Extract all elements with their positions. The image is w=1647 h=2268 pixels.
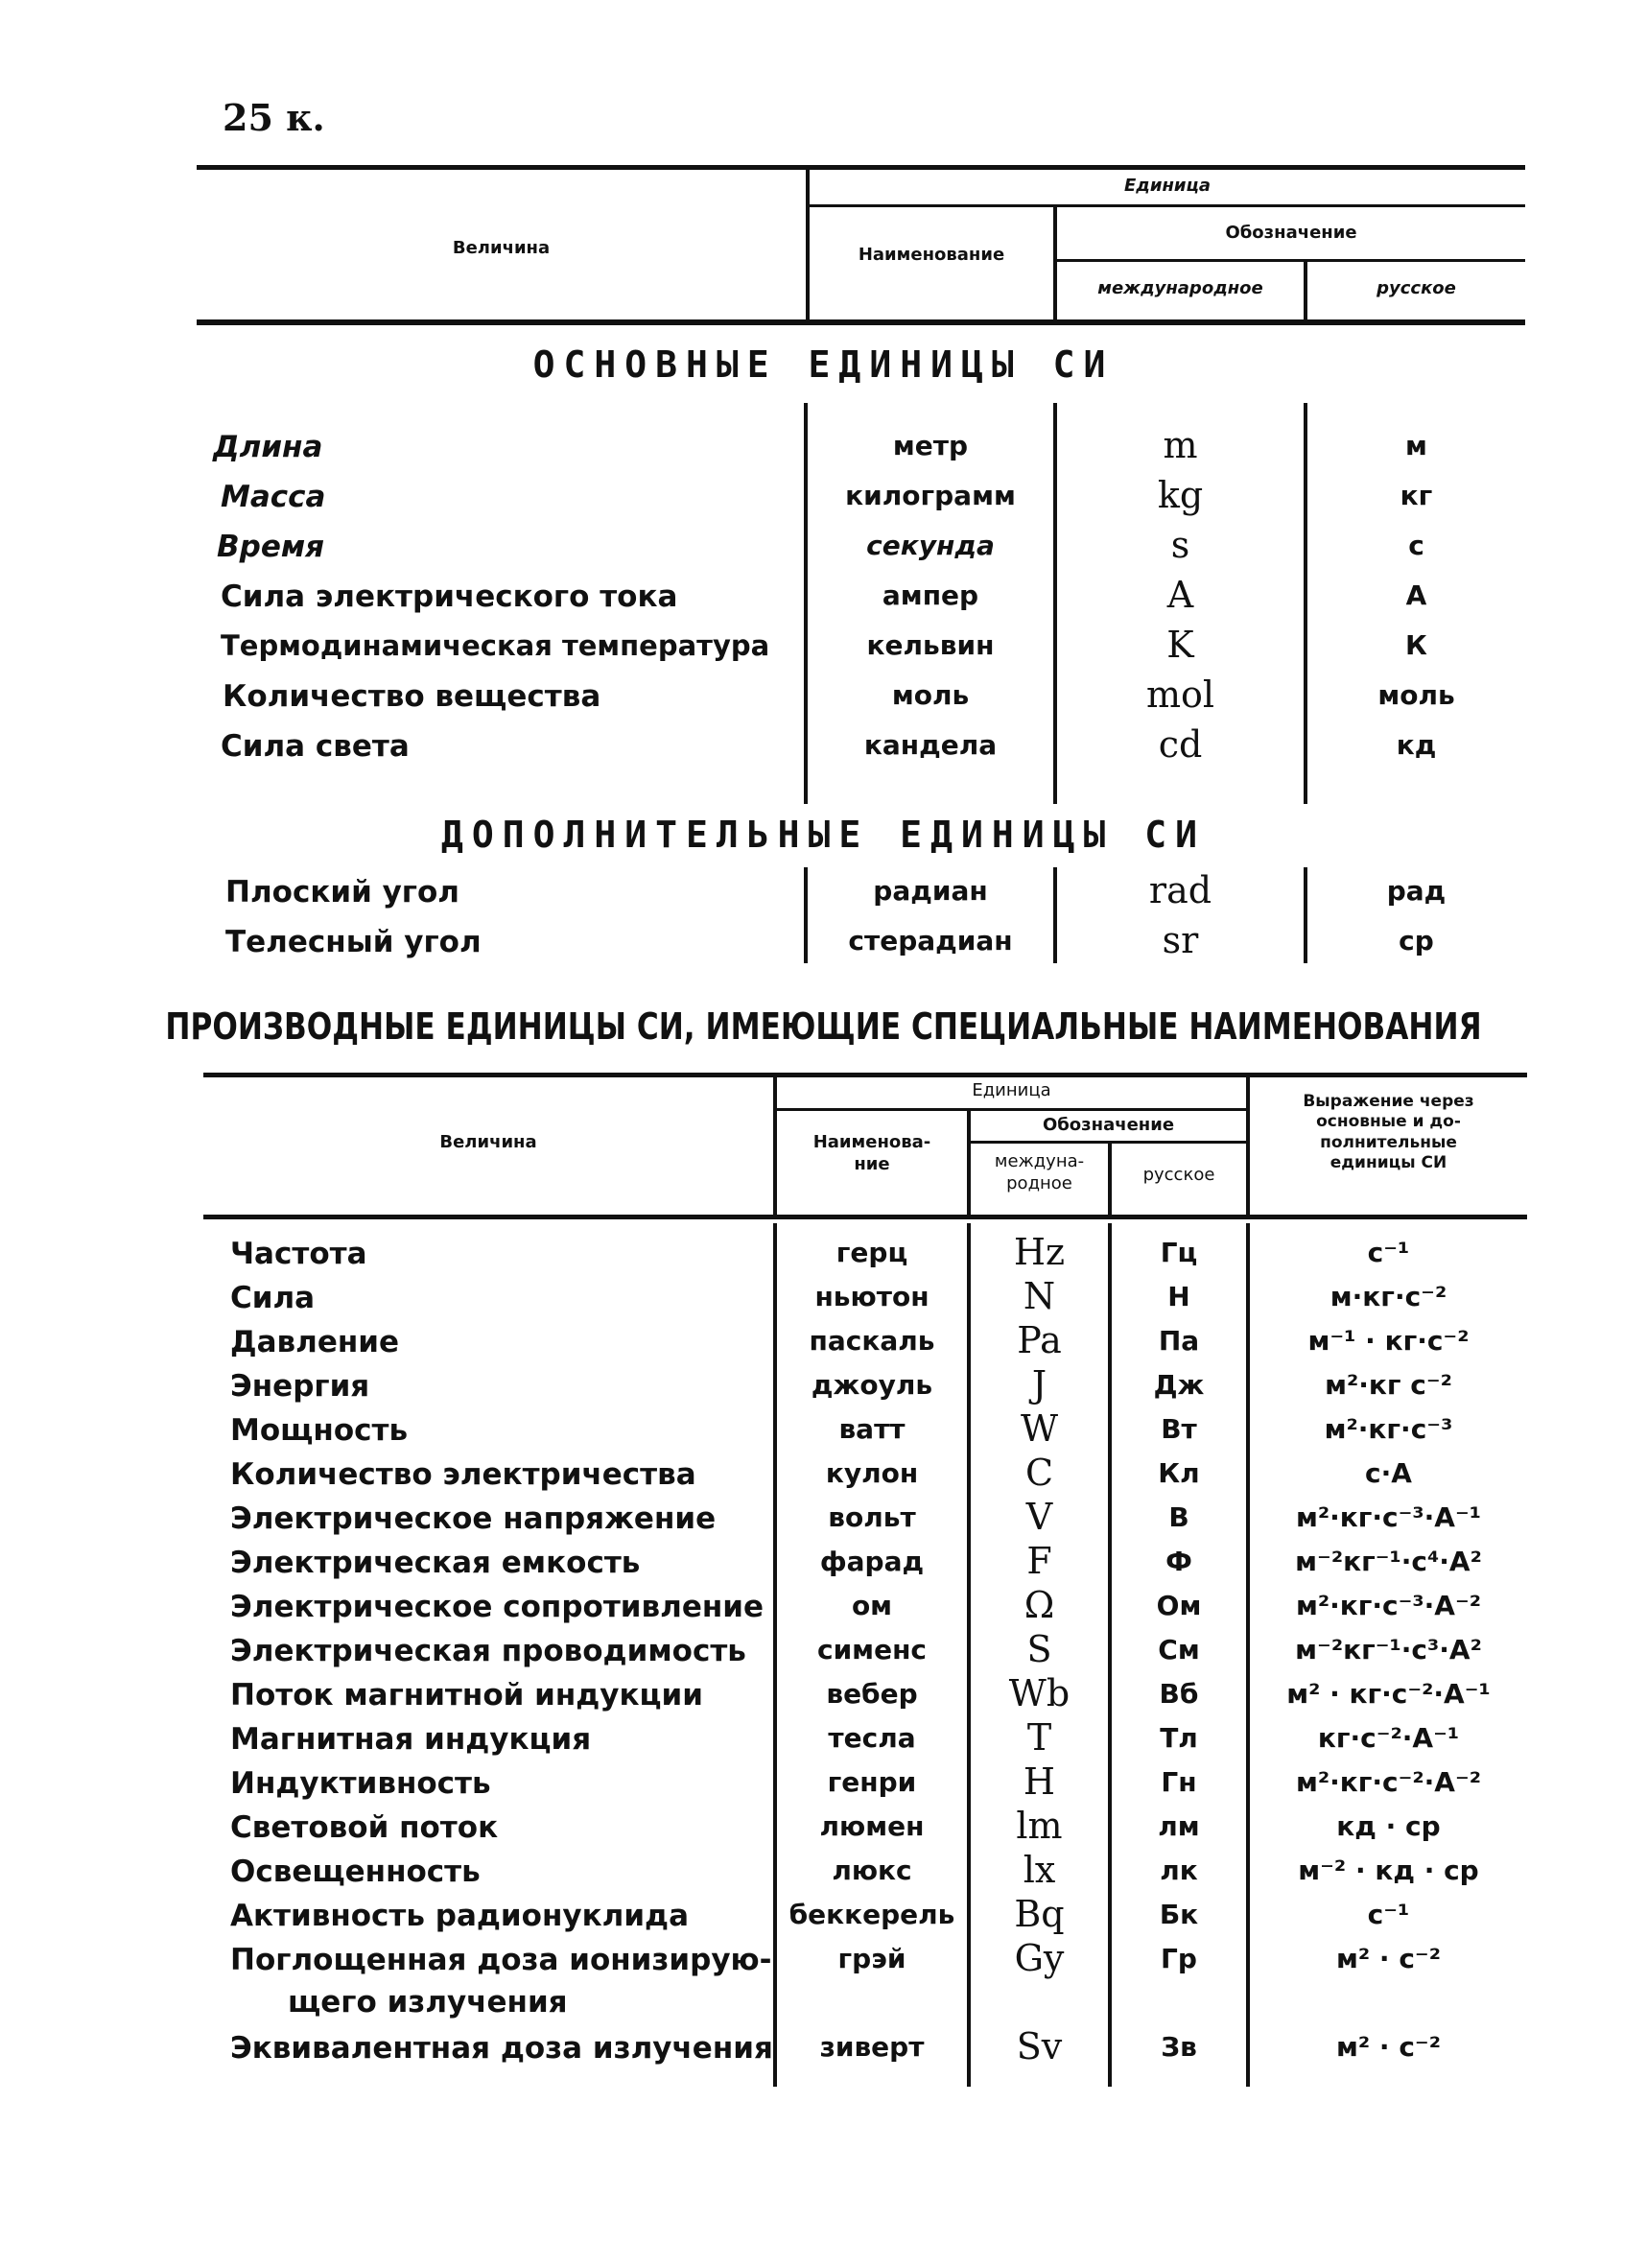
header-naimenovanie: Наименование	[858, 245, 1005, 265]
quantity-name: Термодинамическая температура	[221, 629, 770, 662]
unit-name: джоуль	[811, 1369, 933, 1401]
russian-symbol: м	[1405, 430, 1427, 461]
header-russkoe: русское	[1142, 1165, 1215, 1185]
intl-symbol: Bq	[1014, 1893, 1065, 1935]
quantity-name: Поглощенная доза ионизирую-	[230, 1943, 772, 1977]
table-row	[0, 574, 1647, 627]
russian-symbol: Дж	[1153, 1369, 1205, 1401]
si-expression: с·А	[1365, 1457, 1412, 1489]
intl-symbol: Wb	[1008, 1672, 1071, 1714]
russian-symbol: лк	[1160, 1855, 1198, 1886]
table-row	[0, 1849, 1647, 1902]
intl-symbol: Pa	[1017, 1319, 1062, 1361]
quantity-name: Поток магнитной индукции	[230, 1678, 703, 1713]
quantity-name: Магнитная индукция	[230, 1722, 592, 1757]
quantity-name: Эквивалентная доза излучения	[230, 2031, 773, 2066]
page-number: 25 к.	[223, 96, 325, 139]
table-row	[0, 1319, 1647, 1373]
table-row	[0, 1893, 1647, 1947]
intl-symbol: Hz	[1013, 1231, 1066, 1273]
russian-symbol: Вб	[1159, 1678, 1199, 1710]
si-expression: м·кг·с⁻²	[1329, 1281, 1447, 1312]
unit-name: фарад	[819, 1546, 925, 1577]
header-oboznachenie: Обозначение	[1225, 223, 1357, 243]
table-row	[0, 1363, 1647, 1417]
quantity-name: Плоский угол	[225, 875, 460, 910]
unit-name: кандела	[863, 729, 998, 761]
rule-top	[197, 165, 1525, 170]
intl-symbol: sr	[1162, 919, 1199, 961]
quantity-name: Мощность	[230, 1413, 409, 1448]
russian-symbol: Гн	[1161, 1766, 1197, 1798]
section-title-derived: ПРОИЗВОДНЫЕ ЕДИНИЦЫ СИ, ИМЕЮЩИЕ СПЕЦИАЛЬНЫЕ НАИМЕНОВАНИЯ	[165, 1005, 1482, 1048]
russian-symbol: См	[1158, 1634, 1200, 1666]
quantity-name: Частота	[230, 1237, 367, 1271]
quantity-name: Сила света	[221, 729, 410, 764]
header-naimenovanie	[777, 1132, 967, 1175]
russian-symbol: Бк	[1159, 1899, 1199, 1930]
unit-name: кельвин	[866, 629, 995, 661]
header-velichina: Величина	[452, 238, 551, 258]
unit-name: люмен	[819, 1810, 925, 1842]
si-expression: с⁻¹	[1367, 1237, 1410, 1268]
unit-name: вольт	[828, 1501, 916, 1533]
table-row	[0, 1937, 1647, 2031]
intl-symbol: S	[1026, 1628, 1052, 1670]
unit-name: ньютон	[814, 1281, 929, 1312]
quantity-name: Масса	[221, 480, 326, 514]
table-row	[0, 1628, 1647, 1682]
section-title-supplementary: ДОПОЛНИТЕЛЬНЫЕ ЕДИНИЦЫ СИ	[441, 814, 1206, 856]
quantity-name: Количество вещества	[223, 679, 601, 714]
table-row	[0, 2025, 1647, 2079]
header-mezhd-line1: междуна-	[994, 1151, 1085, 1171]
intl-symbol: V	[1025, 1496, 1053, 1538]
russian-symbol: рад	[1386, 875, 1447, 907]
header-russkoe: русское	[1376, 278, 1456, 298]
rule-bottom	[203, 1215, 1527, 1219]
quantity-name: Время	[217, 530, 325, 564]
header-edinitsa: Единица	[1124, 176, 1211, 196]
si-expression: м²·кг·с⁻³	[1324, 1413, 1453, 1445]
si-expression: м² · с⁻²	[1336, 2031, 1441, 2063]
intl-symbol: J	[1031, 1363, 1047, 1406]
header-expr-line4: единицы СИ	[1329, 1152, 1447, 1172]
table-row	[0, 424, 1647, 478]
table-row	[0, 1231, 1647, 1285]
intl-symbol: lm	[1016, 1805, 1063, 1847]
unit-name: люкс	[832, 1855, 912, 1886]
table-row	[0, 1672, 1647, 1726]
quantity-name: Световой поток	[230, 1810, 499, 1845]
si-expression: с⁻¹	[1367, 1899, 1410, 1930]
intl-symbol: A	[1166, 574, 1194, 616]
unit-name: грэй	[837, 1943, 906, 1974]
intl-symbol: kg	[1157, 474, 1204, 516]
header-mezhd-line2: родное	[1006, 1172, 1072, 1193]
si-expression: м²·кг·с⁻³·А⁻²	[1295, 1590, 1482, 1621]
russian-symbol: лм	[1158, 1810, 1200, 1842]
table-row	[0, 524, 1647, 578]
intl-symbol: N	[1023, 1275, 1056, 1317]
russian-symbol: кг	[1400, 480, 1433, 511]
unit-name: герц	[835, 1237, 908, 1268]
table-row	[0, 1275, 1647, 1329]
header-mezhdunarodnoe: международное	[1097, 278, 1263, 298]
si-expression: кд · ср	[1336, 1810, 1441, 1842]
russian-symbol: кд	[1396, 729, 1437, 761]
rule-bottom	[197, 319, 1525, 325]
table-row	[0, 1716, 1647, 1770]
unit-name: радиан	[873, 875, 988, 907]
si-expression: м² · с⁻²	[1336, 1943, 1441, 1974]
unit-name: беккерель	[788, 1899, 955, 1930]
unit-name: паскаль	[809, 1325, 935, 1357]
russian-symbol: Вт	[1161, 1413, 1197, 1445]
table-row	[0, 1760, 1647, 1814]
header-oboznachenie: Обозначение	[1042, 1115, 1175, 1135]
unit-name: стерадиан	[848, 925, 1013, 957]
quantity-name-continuation: щего излучения	[288, 1985, 568, 2020]
table-row	[0, 474, 1647, 528]
intl-symbol: F	[1026, 1540, 1052, 1582]
unit-name: сименс	[816, 1634, 928, 1666]
intl-symbol: m	[1163, 424, 1198, 466]
quantity-name: Длина	[213, 430, 323, 464]
intl-symbol: mol	[1145, 673, 1215, 716]
unit-name: зиверт	[819, 2031, 925, 2063]
quantity-name: Сила электрического тока	[221, 579, 678, 614]
russian-symbol: А	[1405, 579, 1427, 611]
unit-name: секунда	[866, 530, 995, 561]
russian-symbol: Гц	[1160, 1237, 1198, 1268]
intl-symbol: H	[1023, 1760, 1056, 1803]
unit-name: тесла	[828, 1722, 916, 1754]
intl-symbol: K	[1166, 624, 1194, 666]
si-expression: м⁻¹ · кг·с⁻²	[1307, 1325, 1470, 1357]
si-expression: м²·кг с⁻²	[1325, 1369, 1452, 1401]
table-row	[0, 869, 1647, 923]
quantity-name: Электрическое напряжение	[230, 1501, 717, 1536]
unit-name: ампер	[882, 579, 979, 611]
table-row	[0, 919, 1647, 973]
table-row	[0, 1584, 1647, 1638]
unit-name: кулон	[825, 1457, 919, 1489]
russian-symbol: моль	[1377, 679, 1455, 711]
quantity-name: Энергия	[230, 1369, 370, 1404]
rule	[775, 1108, 1248, 1111]
si-expression: м⁻²кг⁻¹·с⁴·А²	[1295, 1546, 1482, 1577]
si-expression: м² · кг·с⁻²·А⁻¹	[1286, 1678, 1491, 1710]
quantity-name: Электрическая проводимость	[230, 1634, 746, 1668]
header-velichina: Величина	[439, 1132, 537, 1152]
quantity-name: Электрическая емкость	[230, 1546, 641, 1580]
rule-top	[203, 1073, 1527, 1077]
intl-symbol: Sv	[1016, 2025, 1063, 2067]
quantity-name: Сила	[230, 1281, 316, 1315]
unit-name: моль	[891, 679, 970, 711]
russian-symbol: Гр	[1161, 1943, 1197, 1974]
intl-symbol: lx	[1023, 1849, 1056, 1891]
intl-symbol: C	[1024, 1452, 1054, 1494]
russian-symbol: ср	[1399, 925, 1434, 957]
quantity-name: Электрическое сопротивление	[230, 1590, 765, 1624]
header-expr-line3: полнительные	[1320, 1132, 1457, 1152]
si-expression: кг·с⁻²·А⁻¹	[1317, 1722, 1460, 1754]
intl-symbol: Ω	[1023, 1584, 1055, 1626]
unit-name: метр	[892, 430, 969, 461]
russian-symbol: К	[1405, 629, 1427, 661]
quantity-name: Давление	[230, 1325, 400, 1359]
rule	[808, 204, 1525, 207]
table-row	[0, 1452, 1647, 1505]
unit-name: вебер	[826, 1678, 918, 1710]
intl-symbol: Gy	[1014, 1937, 1065, 1979]
russian-symbol: Ом	[1156, 1590, 1202, 1621]
header-expr-line2: основные и до-	[1316, 1112, 1461, 1132]
quantity-name: Активность радионуклида	[230, 1899, 690, 1933]
rule	[1055, 259, 1525, 262]
si-expression: м²·кг·с⁻³·А⁻¹	[1295, 1501, 1482, 1533]
si-expression: м⁻²кг⁻¹·с³·А²	[1295, 1634, 1482, 1666]
russian-symbol: Па	[1158, 1325, 1200, 1357]
header-naimenovanie-line2: ние	[854, 1153, 890, 1174]
intl-symbol: W	[1020, 1407, 1059, 1450]
russian-symbol: Ф	[1165, 1546, 1192, 1577]
header-mezhdunarodnoe	[971, 1151, 1108, 1194]
header-edinitsa: Единица	[972, 1080, 1051, 1100]
intl-symbol: s	[1170, 524, 1190, 566]
header-expression	[1250, 1092, 1527, 1173]
quantity-name: Телесный угол	[225, 925, 482, 959]
intl-symbol: cd	[1158, 723, 1203, 766]
table-row	[0, 673, 1647, 727]
quantity-name: Количество электричества	[230, 1457, 696, 1492]
header-naimenovanie-line1: Наименова-	[812, 1132, 931, 1152]
russian-symbol: В	[1168, 1501, 1189, 1533]
table-row	[0, 1805, 1647, 1858]
unit-name: килограмм	[845, 480, 1016, 511]
unit-name: генри	[827, 1766, 917, 1798]
unit-name: ом	[851, 1590, 893, 1621]
table-row	[0, 723, 1647, 777]
si-expression: м⁻² · кд · ср	[1298, 1855, 1479, 1886]
table-row	[0, 1407, 1647, 1461]
intl-symbol: T	[1026, 1716, 1052, 1759]
russian-symbol: Зв	[1161, 2031, 1197, 2063]
quantity-name: Освещенность	[230, 1855, 481, 1889]
table-row	[0, 1540, 1647, 1594]
russian-symbol: Н	[1167, 1281, 1190, 1312]
table-row	[0, 1496, 1647, 1549]
intl-symbol: rad	[1148, 869, 1212, 911]
quantity-name: Индуктивность	[230, 1766, 491, 1801]
unit-name: ватт	[838, 1413, 906, 1445]
table-row	[0, 624, 1647, 677]
header-expr-line1: Выражение через	[1303, 1092, 1474, 1111]
russian-symbol: Кл	[1158, 1457, 1200, 1489]
russian-symbol: Тл	[1160, 1722, 1198, 1754]
russian-symbol: с	[1408, 530, 1424, 561]
section-title-basic: ОСНОВНЫЕ ЕДИНИЦЫ СИ	[532, 343, 1115, 386]
si-expression: м²·кг·с⁻²·А⁻²	[1295, 1766, 1482, 1798]
